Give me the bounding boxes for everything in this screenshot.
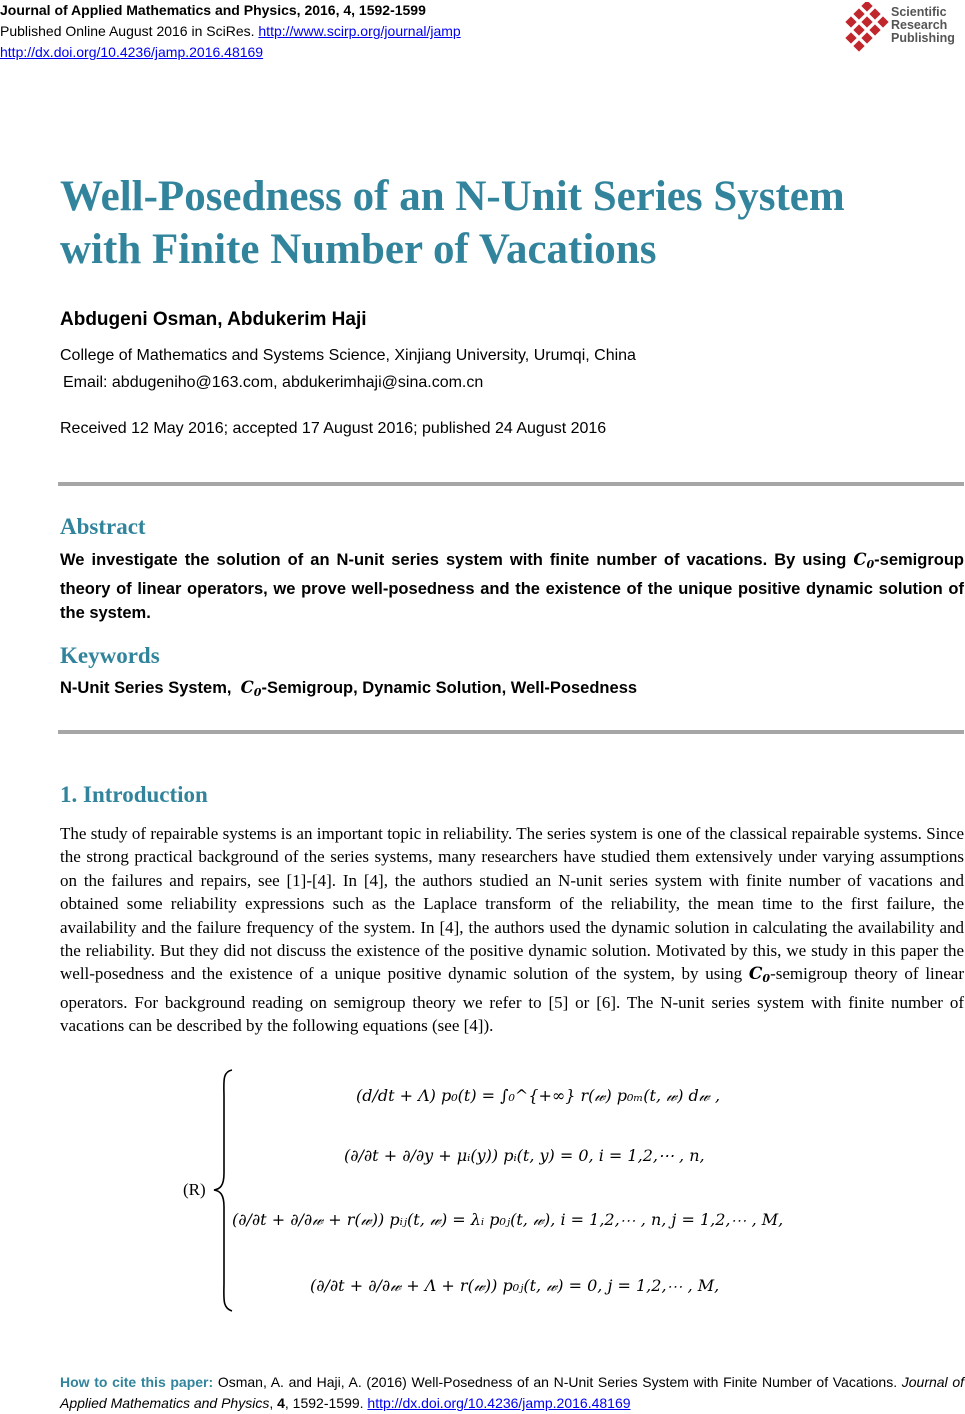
doi-link[interactable]: http://dx.doi.org/10.4236/jamp.2016.48169 [0,44,264,60]
top-divider [58,482,964,486]
c0-symbol-intro: $C_0$ [748,964,771,986]
dates-line: Received 12 May 2016; accepted 17 August 2016; published 24 August 2016 [60,420,607,437]
bottom-divider [58,730,964,734]
intro-part-1: The study of repairable systems is an important topic in reliability. The series system is one of the classical repairable systems. Since the strong practical background of the series systems, many researchers have studied them extensively under varying assumptions on the failures and repairs, see [1]-[4]. In [4], the authors studied an N-unit series system with finite number of vacations and obtained some reliability expressions such as the Laplace transform of the reliability, the mean time to the first failure, the availability and the failure frequency of the system. In [4], the authors used the dynamic solution in calculating the availability and the reliability. But they did not discuss the existence of the positive dynamic solution. Motivated by this, we study in this paper the well-posedness and the existence of a unique positive dynamic solution of the system, by using [60,824,964,984]
citation-sep: , [269,1395,278,1411]
logo-text [891,6,955,45]
abstract-part-2: -semigroup theory of linear operators, we prove well-posedness and the existence of the unique positive dynamic solution of the system. [60,551,964,622]
title-line-2: with Finite Number of Vacations [60,226,657,273]
c0-symbol-kw: $C_0$ [240,678,262,699]
citation-text-1: Osman, A. and Haji, A. (2016) Well-Posedness of an N-Unit Series System with Finite Number of Vacations. [213,1374,902,1390]
keywords-part-2: -Semigroup, Dynamic Solution, Well-Posedness [261,679,638,697]
citation-text-2: , 1592-1599. [284,1395,368,1411]
equation-1: (d/dt + Λ) p₀(t) = ∫₀^{+∞} r(𝓌) p₀ₘ(t, 𝓌) d𝓌 , [356,1086,721,1105]
logo-line-3: Publishing [891,31,955,45]
equation-2: (∂/∂t + ∂/∂y + μᵢ(y)) pᵢ(t, y) = 0, i = 1,2,⋯ , n, [344,1146,705,1165]
left-brace-icon [212,1068,236,1313]
paper-title [60,170,845,276]
equation-label: (R) [183,1180,206,1199]
keywords-text [60,678,637,699]
equation-4: (∂/∂t + ∂/∂𝓌 + Λ + r(𝓌)) p₀ⱼ(t, 𝓌) = 0, j = 1,2,⋯ , M, [310,1276,720,1295]
email-line: Email: abdugeniho@163.com, abdukerimhaji@sina.com.cn [63,374,484,391]
keywords-part-1: N-Unit Series System, [60,679,237,697]
citation-doi-link[interactable]: http://dx.doi.org/10.4236/jamp.2016.48169 [367,1395,631,1411]
keywords-heading: Keywords [60,643,160,668]
equation-3: (∂/∂t + ∂/∂𝓌 + r(𝓌)) pᵢⱼ(t, 𝓌) = λᵢ p₀ⱼ(t, 𝓌), i = 1,2,⋯ , n, j = 1,2,⋯ , M, [232,1210,784,1229]
published-prefix: Published Online August 2016 in SciRes. [0,23,259,39]
intro-text [60,822,964,1038]
intro-part-2: -semigroup theory of linear operators. For background reading on semigroup theory we refer to [5] or [6]. The N-unit series system with finite number of vacations can be described by the following equations (see [4]). [60,964,965,1036]
citation-label: How to cite this paper: [60,1374,214,1390]
diamond-cluster-logo-icon [843,2,891,54]
citation-journal: Journal of Applied Mathematics and Physics [60,1374,964,1411]
abstract-heading: Abstract [60,514,146,539]
logo-line-2: Research [891,18,948,32]
scirp-logo [843,2,965,54]
logo-line-1: Scientific [891,5,947,19]
title-line-1: Well-Posedness of an N-Unit Series System [60,173,845,220]
citation-volume: 4 [277,1395,285,1411]
affiliation: College of Mathematics and Systems Science, Xinjiang University, Urumqi, China [60,347,636,364]
abstract-text [60,548,964,625]
published-line [0,21,461,42]
journal-header [0,0,461,63]
citation [60,1372,964,1414]
authors: Abdugeni Osman, Abdukerim Haji [60,309,367,330]
abstract-part-1: We investigate the solution of an N-unit series system with finite number of vacations. By using [60,551,854,569]
journal-line: Journal of Applied Mathematics and Physics, 2016, 4, 1592-1599 [0,2,426,18]
intro-heading: 1. Introduction [60,782,208,807]
journal-url-link[interactable]: http://www.scirp.org/journal/jamp [258,23,461,39]
c0-symbol: $C_0$ [853,550,875,571]
